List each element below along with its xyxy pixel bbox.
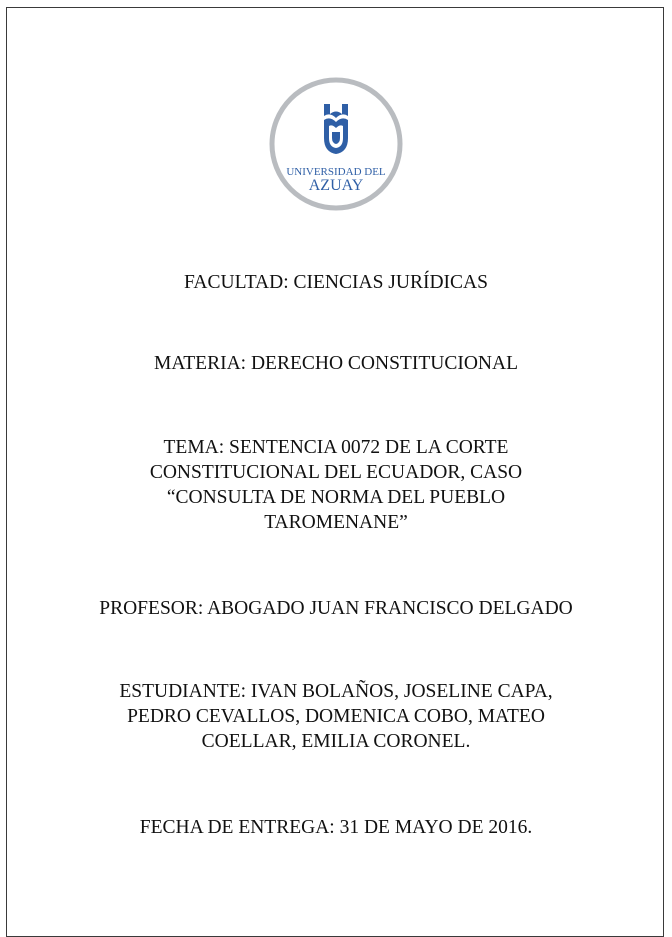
professor-line: PROFESOR: ABOGADO JUAN FRANCISCO DELGADO — [99, 598, 573, 619]
topic-line-1: TEMA: SENTENCIA 0072 DE LA CORTE — [163, 437, 509, 458]
students-line-2: PEDRO CEVALLOS, DOMENICA COBO, MATEO — [127, 706, 545, 727]
faculty-line: FACULTAD: CIENCIAS JURÍDICAS — [184, 272, 488, 293]
logo-line-1: UNIVERSIDAD DEL — [286, 166, 386, 178]
students-block — [7, 679, 665, 754]
subject-line: MATERIA: DERECHO CONSTITUCIONAL — [154, 353, 518, 374]
document-page — [6, 7, 664, 937]
topic-line-4: TAROMENANE” — [264, 512, 408, 533]
logo-line-2: AZUAY — [308, 177, 364, 194]
topic-line-3: “CONSULTA DE NORMA DEL PUEBLO — [166, 487, 506, 508]
topic-block — [7, 435, 665, 535]
university-logo — [268, 76, 404, 212]
students-line-3: COELLAR, EMILIA CORONEL. — [201, 731, 471, 752]
students-line-1: ESTUDIANTE: IVAN BOLAÑOS, JOSELINE CAPA, — [119, 681, 553, 702]
due-date-line: FECHA DE ENTREGA: 31 DE MAYO DE 2016. — [139, 817, 533, 838]
university-emblem-icon — [324, 104, 348, 154]
topic-line-2: CONSTITUCIONAL DEL ECUADOR, CASO — [149, 462, 523, 483]
